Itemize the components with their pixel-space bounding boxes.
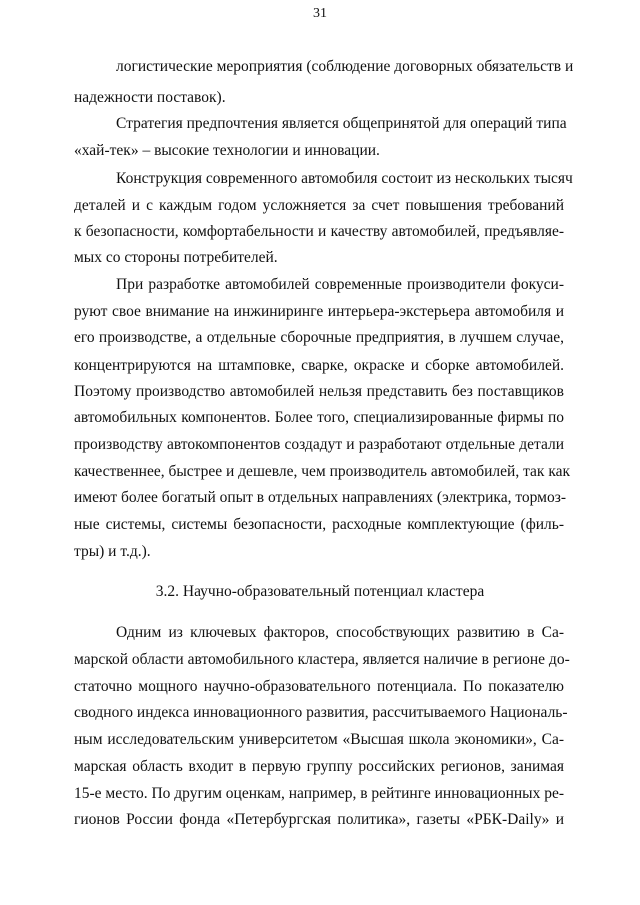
text-line: Конструкция современного автомобиля состоит из нескольких тысяч [116,170,573,187]
text-line: «хай-тек» – высокие технологии и инновации. [74,142,380,159]
text-line: марская область входит в первую группу российских регионов, занимая [74,758,564,775]
page-number: 31 [313,6,327,21]
text-line: Поэтому производство автомобилей нельзя представить без поставщиков [74,383,564,400]
text-line: гионов России фонда «Петербургская политика», газеты «РБК-Daily» и [74,811,564,828]
text-line: имеют более богатый опыт в отдельных направлениях (электрика, тормоз- [74,489,567,506]
text-line: надежности поставок). [74,89,226,106]
text-line: логистические мероприятия (соблюдение договорных обязательств и [116,58,574,75]
text-line: руют свое внимание на инжиниринге интерьера-экстерьера автомобиля и [74,303,564,320]
text-line: тры) и т.д.). [74,543,151,560]
text-line: марской области автомобильного кластера, является наличие в регионе до- [74,651,570,668]
text-line: к безопасности, комфортабельности и качеству автомобилей, предъявляе- [74,223,564,240]
text-line: Стратегия предпочтения является общепринятой для операций типа [116,115,567,132]
text-line: концентрируются на штамповке, сварке, окраске и сборке автомобилей. [74,357,564,374]
text-line: 15-е место. По другим оценкам, например, в рейтинге инновационных ре- [74,785,565,802]
text-line: ным исследовательским университетом «Высшая школа экономики», Са- [74,731,564,748]
text-line: сводного индекса инновационного развития, рассчитываемого Националь- [74,704,568,721]
text-line: статочно мощного научно-образовательного потенциала. По показателю [74,678,564,695]
text-line: При разработке автомобилей современные производители фокуси- [116,276,564,293]
section-heading: 3.2. Научно-образовательный потенциал кластера [155,583,485,600]
text-line: качественнее, быстрее и дешевле, чем производитель автомобилей, так как [74,463,571,480]
text-line: ные системы, системы безопасности, расходные комплектующие (филь- [74,516,564,533]
text-line: деталей и с каждым годом усложняется за счет повышения требований [74,197,564,214]
text-line: производству автокомпонентов создадут и разработают отдельные детали [74,436,564,453]
text-line: автомобильных компонентов. Более того, специализированные фирмы по [74,409,564,426]
text-line: мых со стороны потребителей. [74,249,278,266]
text-line: его производстве, а отдельные сборочные предприятия, в лучшем случае, [74,329,564,346]
text-line: Одним из ключевых факторов, способствующих развитию в Са- [116,624,564,641]
